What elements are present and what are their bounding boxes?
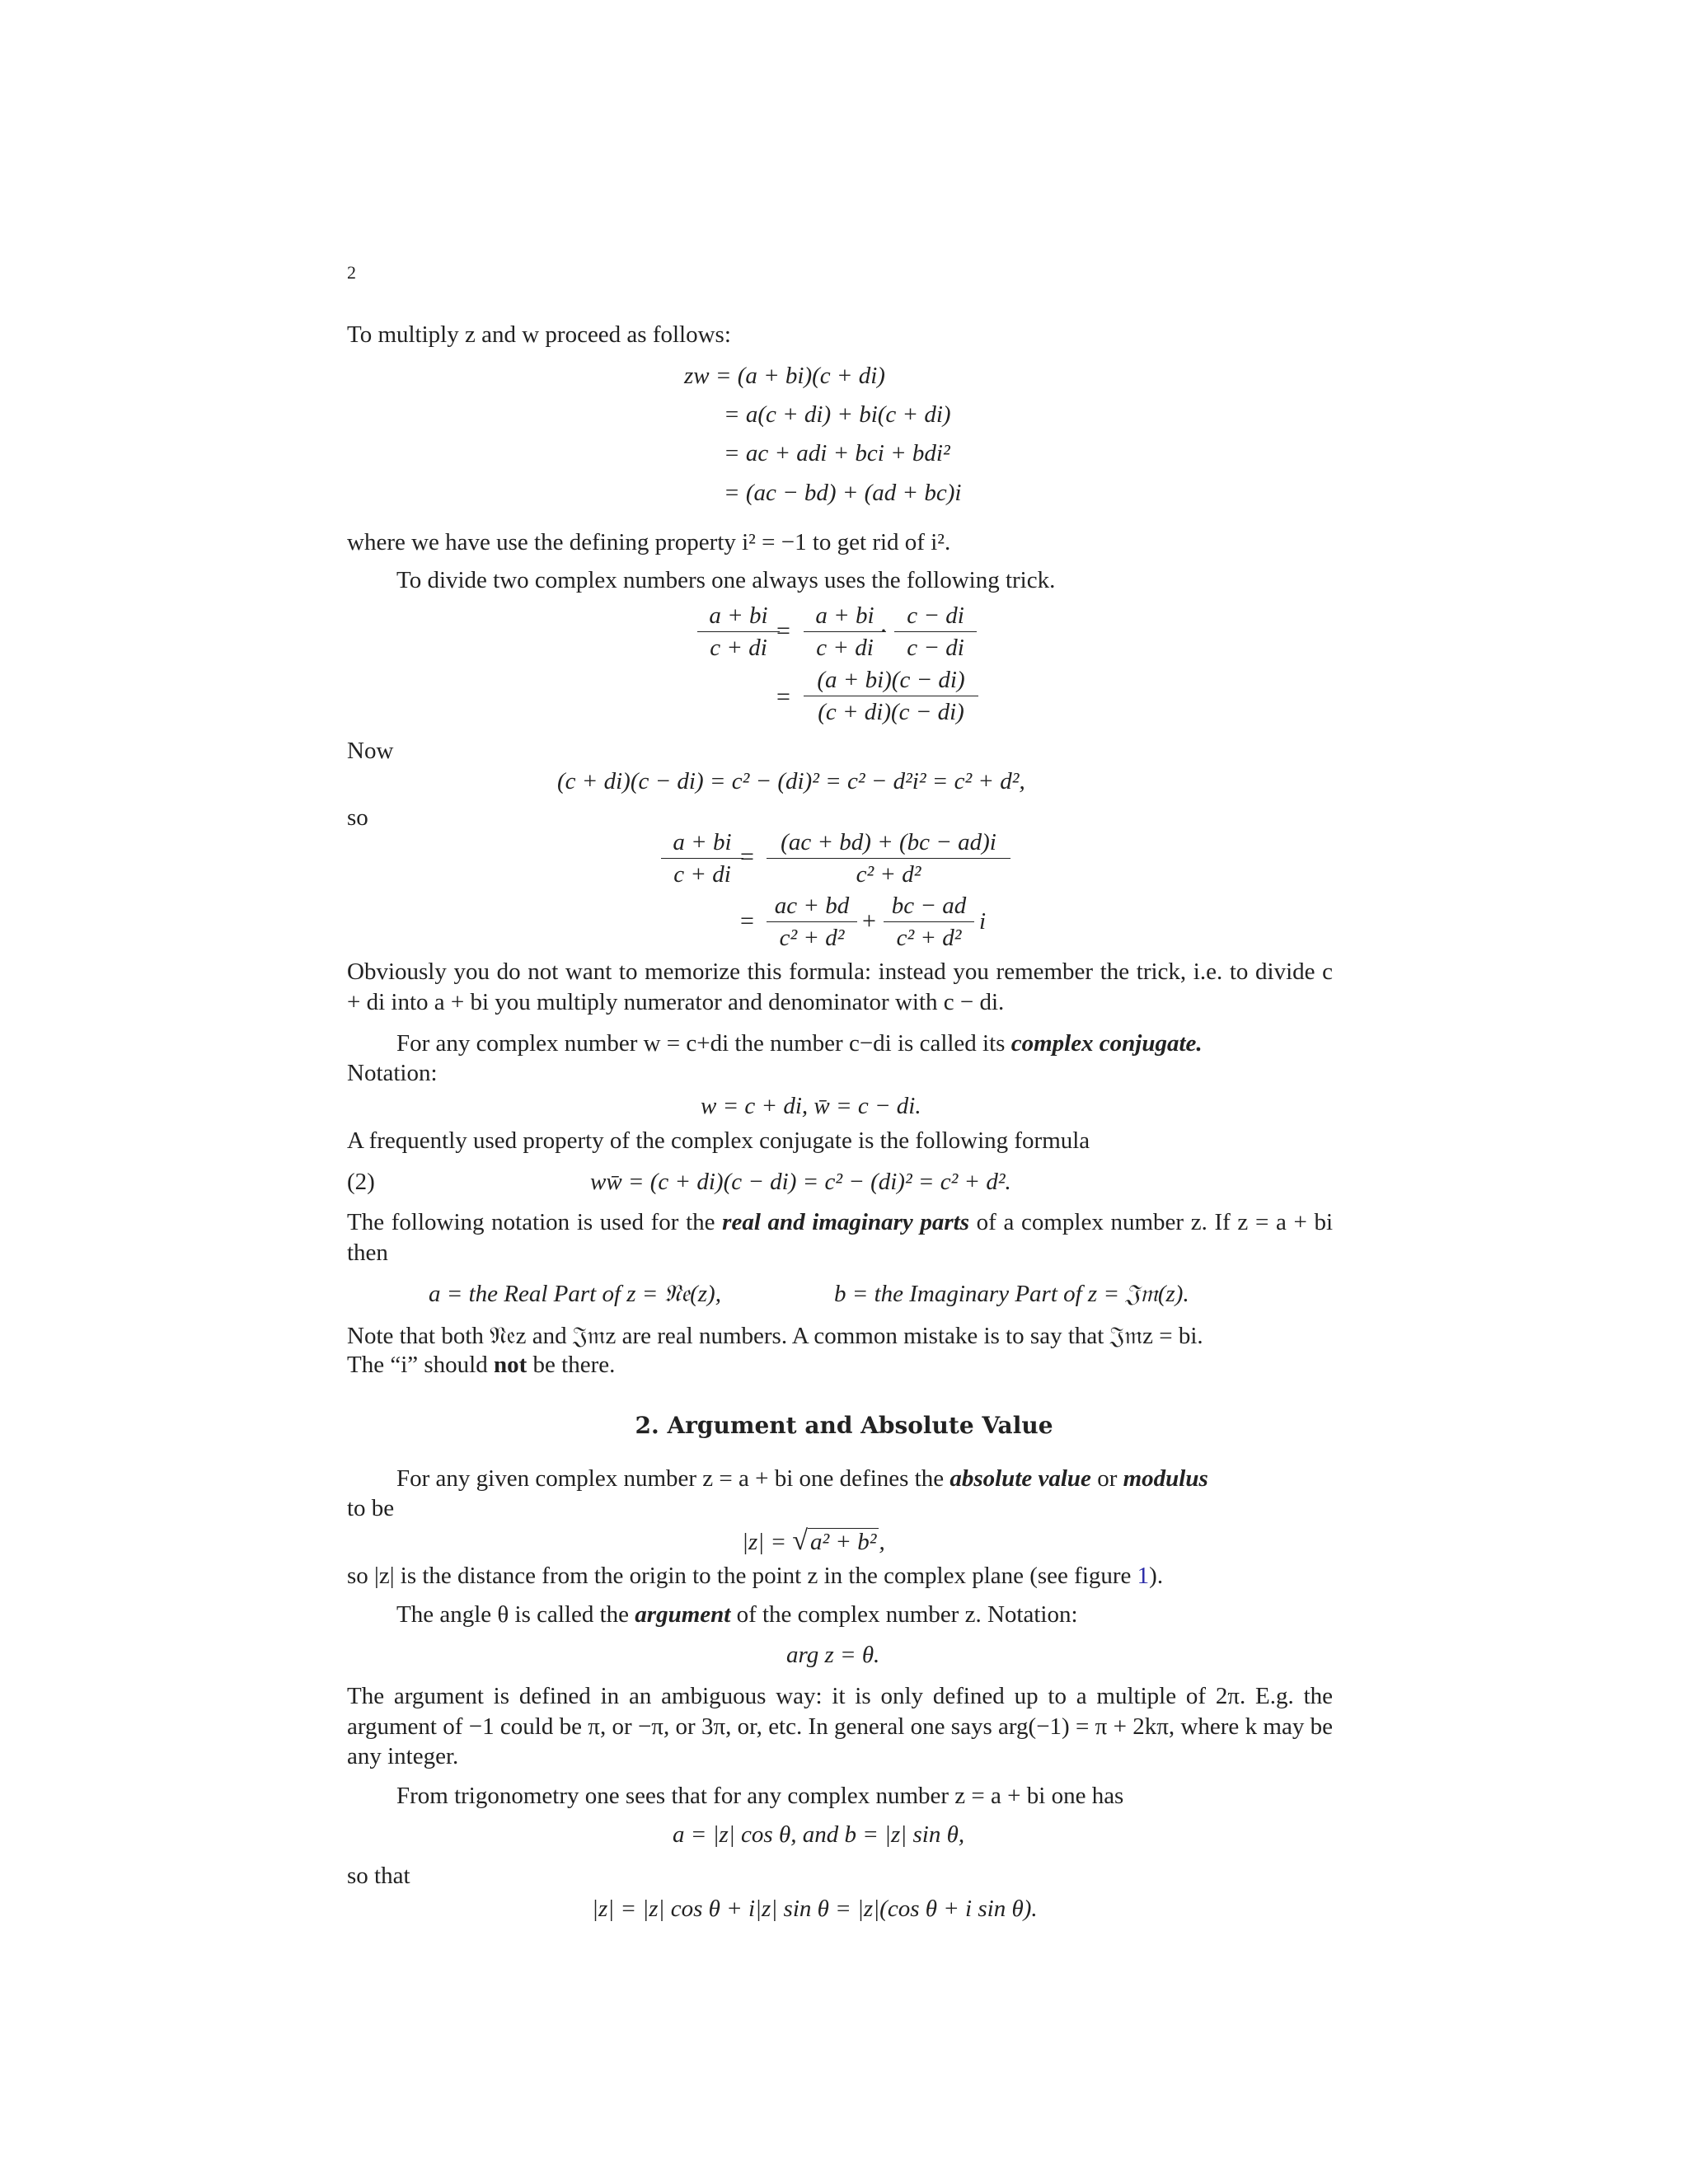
absolute-definition — [396, 1464, 1208, 1493]
so-lhs-denominator: c + di — [673, 861, 731, 888]
absolute-term-1: absolute value — [950, 1465, 1091, 1492]
multiply-line-4: = (ac − bd) + (ad + bc)i — [724, 480, 962, 506]
absolute-equation — [742, 1526, 885, 1557]
divide-fraction-3 — [804, 666, 978, 726]
absolute-explanation-before: so |z| is the distance from the origin to the point z in the complex plane (see figure — [347, 1563, 1132, 1589]
so-imag-fraction — [884, 892, 974, 952]
argument-text-after: of the complex number z. Notation: — [736, 1601, 1078, 1628]
conjugate-equation: w = c + di, w̄ = c − di. — [701, 1093, 921, 1119]
argument-equation: arg z = θ. — [786, 1642, 880, 1668]
so-plus: + — [862, 907, 876, 935]
argument-text-before: The angle θ is called the — [396, 1601, 630, 1628]
absolute-to-be: to be — [347, 1495, 395, 1521]
equation-number-2: (2) — [347, 1169, 375, 1195]
divide-fraction-2-denominator: c − di — [907, 635, 964, 661]
note-line-2-after: be there. — [532, 1352, 616, 1378]
so-lhs-fraction — [661, 828, 743, 888]
absolute-or: or — [1097, 1465, 1118, 1492]
argument-definition — [396, 1600, 1078, 1629]
divide-lhs-numerator: a + bi — [697, 602, 780, 632]
absolute-equation-lhs: |z| = — [742, 1529, 787, 1555]
real-part-equation: a = the Real Part of z = 𝔑𝔢(z), — [429, 1281, 721, 1307]
so-equals-2: = — [740, 907, 754, 935]
multiply-intro: To multiply z and w proceed as follows: — [347, 321, 731, 348]
so-that-label: so that — [347, 1863, 410, 1889]
multiply-line-3: = ac + adi + bci + bdi² — [724, 440, 950, 466]
divide-fraction-2 — [894, 602, 977, 662]
trig-intro: From trigonometry one sees that for any complex number z = a + bi one has — [396, 1783, 1124, 1809]
divide-fraction-1-numerator: a + bi — [804, 602, 886, 632]
parts-term: real and imaginary parts — [722, 1209, 970, 1235]
divide-fraction-1-denominator: c + di — [816, 635, 874, 661]
divide-lhs-fraction — [697, 602, 780, 662]
note-line-2 — [347, 1350, 615, 1380]
now-equation: (c + di)(c − di) = c² − (di)² = c² − d²i² = c² + d², — [557, 768, 1025, 794]
property-text: A frequently used property of the complex conjugate is the following formula — [347, 1127, 1090, 1154]
absolute-explanation — [347, 1561, 1163, 1591]
so-real-fraction — [767, 892, 857, 952]
polar-form-equation: |z| = |z| cos θ + i|z| sin θ = |z|(cos θ + i sin θ). — [592, 1896, 1038, 1922]
absolute-term-2: modulus — [1123, 1465, 1208, 1492]
absolute-text-before: For any given complex number z = a + bi one defines the — [396, 1465, 945, 1492]
so-result-numerator: (ac + bd) + (bc − ad)i — [767, 828, 1010, 859]
absolute-equation-comma: , — [879, 1529, 885, 1555]
multiply-after: where we have use the defining property i² = −1 to get rid of i². — [347, 529, 951, 555]
multiply-line-2: = a(c + di) + bi(c + di) — [724, 401, 951, 428]
conjugate-notation-label: Notation: — [347, 1060, 438, 1086]
note-line-2-before: The “i” should — [347, 1352, 488, 1378]
so-lhs-numerator: a + bi — [661, 828, 743, 859]
divide-equals-2: = — [776, 683, 790, 710]
parts-text-after: of a complex number z. If z = a + bi then — [347, 1209, 1334, 1266]
now-label: Now — [347, 738, 394, 764]
so-label: so — [347, 804, 368, 831]
absolute-explanation-after: ). — [1149, 1563, 1164, 1589]
note-line-1: Note that both 𝔑𝔢z and 𝔍𝔪z are real numbers. A common mistake is to say that 𝔍𝔪z = bi. — [347, 1323, 1203, 1349]
argument-term: argument — [635, 1601, 731, 1628]
so-real-numerator: ac + bd — [767, 892, 857, 922]
divide-equals-1: = — [776, 617, 790, 644]
paragraph-obviously: Obviously you do not want to memorize this formula: instead you remember the trick, i.e. to divide c + di into a + bi you multiply numerator and denominator with c − di. — [347, 958, 1333, 1015]
divide-intro: To divide two complex numbers one always uses the following trick. — [396, 567, 1056, 593]
divide-fraction-2-numerator: c − di — [894, 602, 977, 632]
divide-fraction-1 — [804, 602, 886, 662]
parts-text-before: The following notation is used for the — [347, 1209, 715, 1235]
divide-dot: · — [879, 617, 888, 644]
so-result-fraction — [767, 828, 1010, 888]
sqrt-sign: √ — [792, 1526, 808, 1556]
conjugate-definition — [396, 1029, 1203, 1058]
section-heading: 2. Argument and Absolute Value — [635, 1412, 1053, 1439]
divide-fraction-3-numerator: (a + bi)(c − di) — [804, 666, 978, 696]
conjugate-text: For any complex number w = c+di the number c−di is called its — [396, 1030, 1006, 1057]
parts-paragraph — [347, 1207, 1333, 1268]
so-real-denominator: c² + d² — [779, 925, 845, 951]
imaginary-part-equation: b = the Imaginary Part of z = 𝔍𝔪(z). — [834, 1281, 1189, 1307]
trig-equation: a = |z| cos θ, and b = |z| sin θ, — [673, 1821, 965, 1848]
so-equals-1: = — [740, 843, 754, 870]
conjugate-product-equation: ww̄ = (c + di)(c − di) = c² − (di)² = c² + d². — [590, 1169, 1011, 1195]
argument-paragraph: The argument is defined in an ambiguous way: it is only defined up to a multiple of 2π. E.g. the argument of −1 could be π, or −π, or 3π, or, etc. In general one says arg(−1) = π + 2kπ, where k may be any integer. — [347, 1683, 1333, 1769]
page-number: 2 — [347, 262, 356, 283]
absolute-equation-radicand: a² + b² — [808, 1528, 879, 1555]
so-imag-denominator: c² + d² — [896, 925, 962, 951]
conjugate-term: complex conjugate. — [1010, 1030, 1203, 1057]
figure-link[interactable]: 1 — [1137, 1563, 1150, 1589]
so-imag-numerator: bc − ad — [884, 892, 974, 922]
so-result-denominator: c² + d² — [856, 861, 921, 888]
divide-fraction-3-denominator: (c + di)(c − di) — [818, 699, 964, 725]
so-imag-unit: i — [979, 908, 987, 935]
divide-lhs-denominator: c + di — [710, 635, 767, 661]
note-line-2-bold: not — [493, 1352, 528, 1378]
multiply-line-1: zw = (a + bi)(c + di) — [684, 363, 885, 389]
